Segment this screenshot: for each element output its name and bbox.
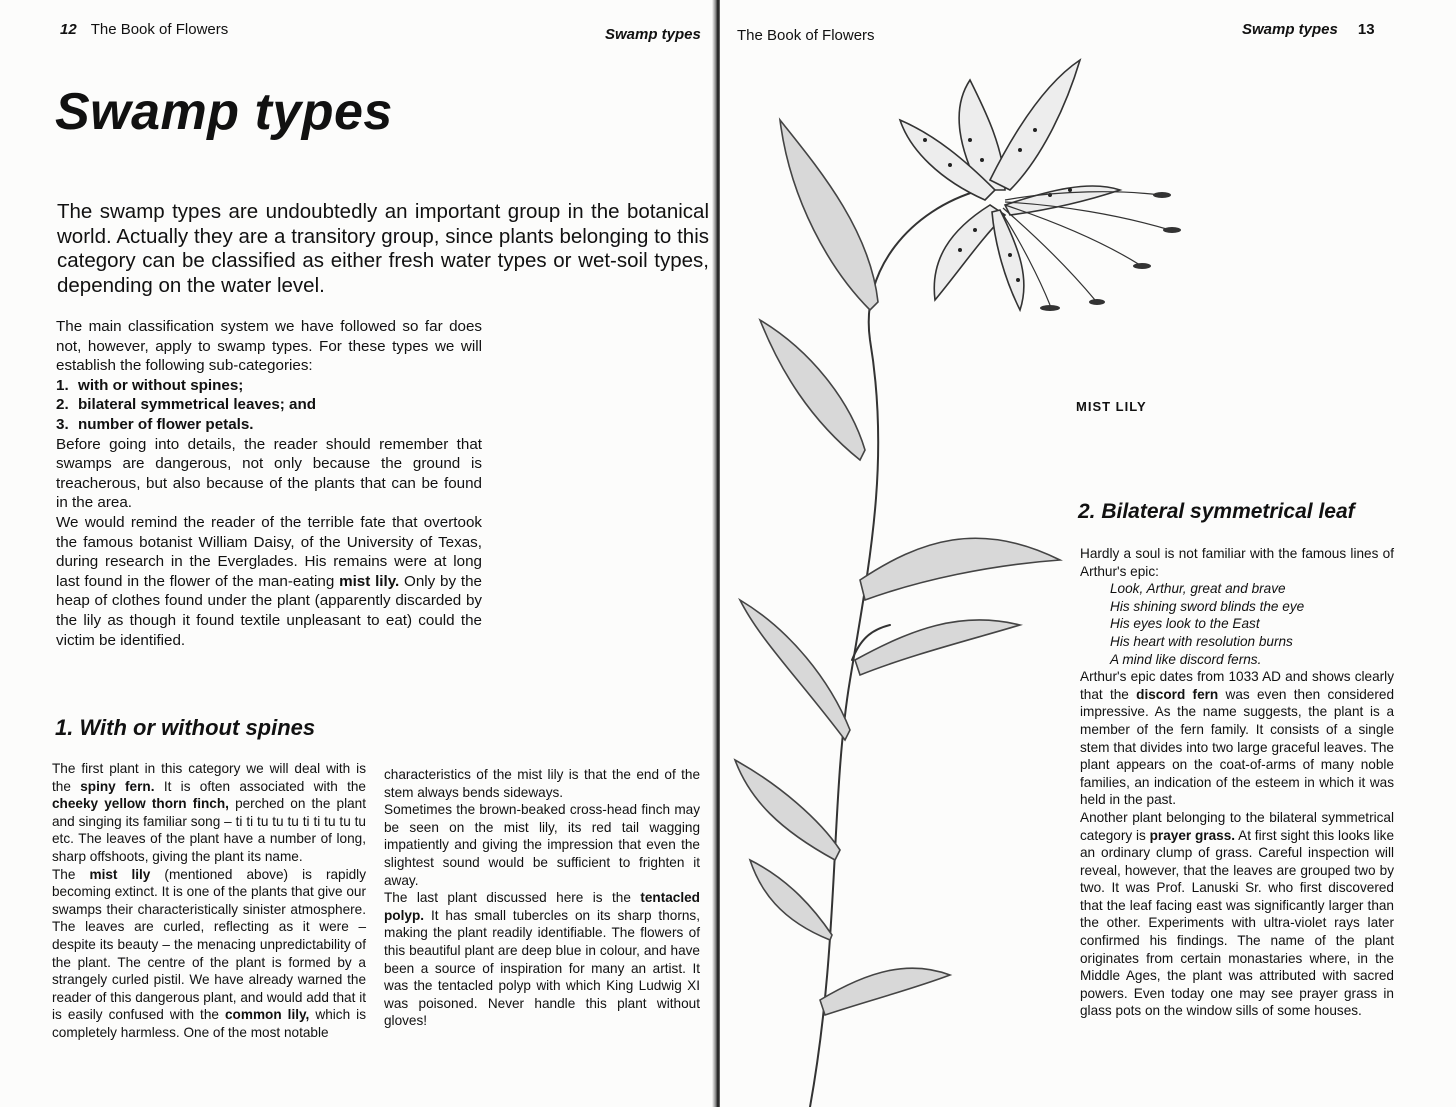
arthur-intro-paragraph: Hardly a soul is not familiar with the famous lines of Arthur's epic:	[1080, 546, 1394, 579]
text-run: (mentioned above) is rapidly becoming extinct. It is one of the plants that give our swamps their characteristically sinister atmosphere. The leaves are curled, reflecting as it were – despite its beauty – the menacing unpredictability of the plant. The centre of the plant is formed by a strangely curled pistil. We have already warned the reader of this dangerous plant, and would add that it is easily confused with the	[52, 866, 366, 1023]
right-book-title: The Book of Flowers	[737, 27, 875, 44]
poem-line: His eyes look to the East	[1110, 616, 1260, 632]
poem-line: A mind like discord ferns.	[1110, 651, 1262, 667]
text-run: The first plant in this category we will deal with is the	[52, 761, 366, 794]
list-number: 2.	[56, 396, 69, 414]
cross-head-finch-paragraph: Sometimes the brown-beaked cross-head finch may be seen on the mist lily, its red tail wagging impatiently and giving the impression that even the slightest sound would be sufficient to frighten it away.	[384, 802, 700, 888]
arthur-poem	[1110, 580, 1394, 668]
term-discord-fern: discord fern	[1136, 686, 1219, 702]
term-tentacled-polyp: tentacled polyp.	[384, 890, 700, 923]
term-mist-lily: mist lily.	[339, 572, 400, 590]
list-item	[56, 395, 482, 415]
left-book-title: The Book of Flowers	[90, 21, 229, 38]
text-run: Another plant belonging to the bilateral symmetrical category is	[1080, 809, 1394, 843]
text-run: Only by the heap of clothes found under the plant (apparently discarded by the lily as though it found textile unpleasant to eat) could the victim be identified.	[56, 572, 482, 649]
section1-column-2	[384, 766, 700, 1030]
subcategory-list	[56, 376, 482, 435]
list-number: 3.	[56, 415, 69, 433]
text-run: The last plant discussed here is the	[384, 890, 631, 906]
page-title: Swamp types	[55, 83, 393, 141]
discord-fern-paragraph	[1080, 668, 1394, 809]
section2-heading: 2. Bilateral symmetrical leaf	[1078, 500, 1355, 523]
text-run: Arthur's epic dates from 1033 AD and shows clearly that the	[1080, 669, 1394, 702]
list-text: number of flower petals.	[78, 415, 254, 433]
poem-line: His heart with resolution burns	[1110, 633, 1293, 649]
main-body-text	[56, 317, 482, 650]
text-run: perched on the plant and singing its familiar song – ti ti tu tu tu ti ti tu tu tu etc. The leaves of the plant have a number of long, sharp offshoots, giving the plant its name.	[52, 796, 366, 864]
term-common-lily: common lily,	[225, 1007, 310, 1023]
section1-column-1	[52, 760, 366, 1042]
text-run: It has small tubercles on its sharp thorns, making the plant readily identifiable. The flowers of this beautiful plant are deep blue in colour, and have been a source of inspiration for many an artist. It was the tentacled polyp with which King Ludwig XI was poisoned. Never handle this plant without gloves!	[384, 907, 700, 1029]
poem-line: Look, Arthur, great and brave	[1110, 581, 1286, 597]
right-page-number: 13	[1357, 21, 1375, 38]
daisy-paragraph	[56, 513, 482, 650]
list-text: with or without spines;	[78, 376, 244, 394]
left-page-number: 12	[60, 21, 77, 38]
poem-line: His shining sword blinds the eye	[1110, 598, 1305, 614]
term-thorn-finch: cheeky yellow thorn finch,	[52, 796, 229, 812]
right-running-header	[1242, 21, 1375, 38]
left-page	[0, 0, 716, 1107]
text-run: which is completely harmless. One of the most notable	[52, 1007, 366, 1040]
section1-heading: 1. With or without spines	[55, 715, 316, 740]
illustration-caption: MIST LILY	[1076, 399, 1147, 414]
text-run: At first sight this looks like an ordinary clump of grass. Careful inspection will reveal, however, that the leaves are grouped two by two. It was Prof. Lanuski Sr. who first discovered that the leaf facing east was significantly larger than the other. Experiments with ultra-violet rays later confirmed his findings. The name of the plant originates from certain monastaries where, in the Middle Ages, the plant was attributed with sacred powers. Even today one may see prayer grass in glass pots on the window sills of some houses.	[1080, 827, 1394, 1019]
lily-flower-icon	[900, 60, 1181, 311]
list-text: bilateral symmetrical leaves; and	[78, 396, 317, 414]
term-spiny-fern: spiny fern.	[80, 778, 155, 794]
left-section-header: Swamp types	[605, 26, 701, 43]
list-number: 1.	[56, 376, 69, 394]
list-item	[56, 376, 482, 396]
stem-paragraph: characteristics of the mist lily is that the end of the stem always bends sideways.	[384, 767, 700, 800]
text-run: was even then considered impressive. As the name suggests, the plant is a member of the fern family. It consists of a single stem that divides into two large graceful leaves. The plant appears on the coat-of-arms of many noble families, an indication of the esteem in which it was held in the past.	[1080, 686, 1394, 808]
text-run: We would remind the reader of the terrible fate that overtook the famous botanist William Daisy, of the University of Texas, during research in the Everglades. His remains were at long last found in the flower of the man-eating	[56, 513, 482, 590]
classification-paragraph: The main classification system we have followed so far does not, however, apply to swamp types. For these types we will establish the following sub-categories:	[56, 318, 482, 375]
section2-column	[1080, 545, 1394, 1020]
intro-paragraph: The swamp types are undoubtedly an important group in the botanical world. Actually they are a transitory group, since plants belonging to this category can be classified as either fresh water types or wet-soil types, depending on the water level.	[57, 200, 709, 297]
mist-lily-paragraph	[52, 866, 366, 1042]
right-section-header: Swamp types	[1242, 21, 1338, 38]
text-run: The	[52, 866, 76, 882]
left-running-header	[60, 21, 228, 38]
term-prayer-grass: prayer grass.	[1149, 827, 1236, 843]
text-run: It is often associated with the	[163, 778, 366, 794]
list-item	[56, 415, 482, 435]
prayer-grass-paragraph	[1080, 809, 1394, 1020]
tentacled-polyp-paragraph	[384, 889, 700, 1030]
warning-paragraph: Before going into details, the reader should remember that swamps are dangerous, not only because the ground is treacherous, but also because of the plants that can be found in the area.	[56, 435, 482, 512]
spiny-fern-paragraph	[52, 760, 366, 866]
term-mist-lily: mist lily	[89, 866, 151, 882]
